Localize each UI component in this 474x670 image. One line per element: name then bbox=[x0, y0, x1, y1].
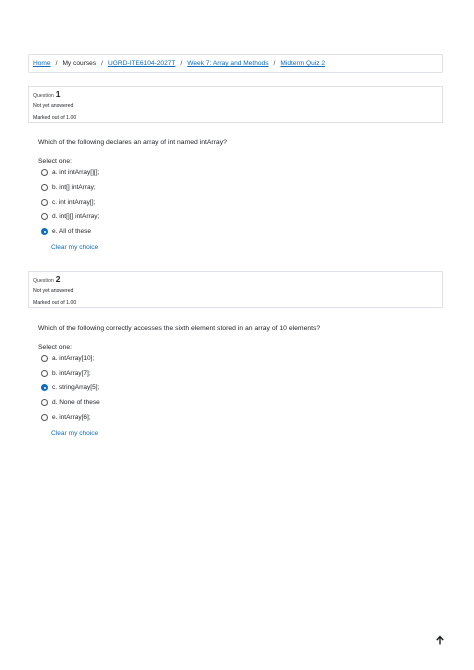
radio-button[interactable] bbox=[41, 199, 48, 206]
clear-my-choice-link[interactable]: Clear my choice bbox=[51, 244, 99, 251]
breadcrumb-quiz-link[interactable]: Midterm Quiz 2 bbox=[280, 60, 326, 67]
question-1-option-c[interactable] bbox=[41, 199, 95, 206]
radio-button[interactable] bbox=[41, 370, 48, 377]
question-label: Question bbox=[33, 278, 54, 284]
radio-button[interactable] bbox=[41, 355, 48, 362]
question-number-value: 1 bbox=[55, 89, 61, 99]
breadcrumb-week-link[interactable]: Week 7: Array and Methods bbox=[187, 60, 269, 67]
select-one-label: Select one: bbox=[38, 158, 73, 165]
question-number-value: 2 bbox=[55, 274, 61, 284]
question-1-option-b[interactable] bbox=[41, 184, 96, 191]
breadcrumb-separator: / bbox=[180, 60, 183, 67]
radio-button[interactable] bbox=[41, 169, 48, 176]
question-2-option-d[interactable] bbox=[41, 399, 100, 406]
question-2-option-e[interactable] bbox=[41, 414, 91, 421]
option-label: b. int[] intArray; bbox=[52, 184, 96, 191]
question-1-text: Which of the following declares an array of int named intArray? bbox=[38, 139, 227, 146]
option-label: c. int intArray[]; bbox=[52, 199, 96, 206]
question-1-option-d[interactable] bbox=[41, 213, 99, 220]
clear-my-choice-link[interactable]: Clear my choice bbox=[51, 430, 99, 437]
option-label: b. intArray[7]; bbox=[52, 370, 91, 377]
radio-button[interactable] bbox=[41, 414, 48, 421]
question-marks: Marked out of 1.00 bbox=[33, 300, 77, 306]
question-2-option-a[interactable] bbox=[41, 355, 94, 362]
breadcrumb-course-link[interactable]: UGRD-ITE6104-2027T bbox=[108, 60, 176, 67]
breadcrumb-separator: / bbox=[55, 60, 58, 67]
option-label: a. int intArray[][]; bbox=[52, 169, 100, 176]
question-1-info bbox=[28, 86, 443, 123]
radio-button[interactable] bbox=[41, 213, 48, 220]
radio-button[interactable] bbox=[41, 399, 48, 406]
option-label: c. stringArray[5]; bbox=[52, 384, 100, 391]
radio-button-selected[interactable] bbox=[41, 228, 48, 235]
question-label: Question bbox=[33, 93, 54, 99]
breadcrumb-separator: / bbox=[273, 60, 276, 67]
option-label: d. int[][] intArray; bbox=[52, 213, 100, 220]
question-marks: Marked out of 1.00 bbox=[33, 115, 77, 121]
radio-button-selected[interactable] bbox=[41, 384, 48, 391]
question-1-option-a[interactable] bbox=[41, 169, 99, 176]
question-status: Not yet answered bbox=[33, 288, 74, 294]
question-number bbox=[33, 275, 438, 286]
option-label: a. intArray[10]; bbox=[52, 355, 95, 362]
back-to-top-button[interactable] bbox=[434, 633, 446, 645]
radio-button[interactable] bbox=[41, 184, 48, 191]
question-2-info bbox=[28, 271, 443, 308]
question-number bbox=[33, 90, 438, 101]
question-2-text: Which of the following correctly accesses the sixth element stored in an array of 10 elements? bbox=[38, 325, 321, 332]
breadcrumb-home-link[interactable]: Home bbox=[33, 60, 51, 67]
option-label: e. All of these bbox=[52, 228, 92, 235]
arrow-up-icon bbox=[434, 634, 446, 646]
option-label: e. intArray[6]; bbox=[52, 414, 91, 421]
breadcrumb-my-courses: My courses bbox=[62, 60, 97, 67]
breadcrumb-separator: / bbox=[101, 60, 103, 67]
question-status: Not yet answered bbox=[33, 103, 74, 109]
question-2-option-c[interactable] bbox=[41, 384, 99, 391]
option-label: d. None of these bbox=[52, 399, 100, 406]
select-one-label: Select one: bbox=[38, 344, 73, 351]
breadcrumb bbox=[28, 54, 443, 73]
question-1-option-e[interactable] bbox=[41, 228, 91, 235]
question-2-option-b[interactable] bbox=[41, 370, 91, 377]
